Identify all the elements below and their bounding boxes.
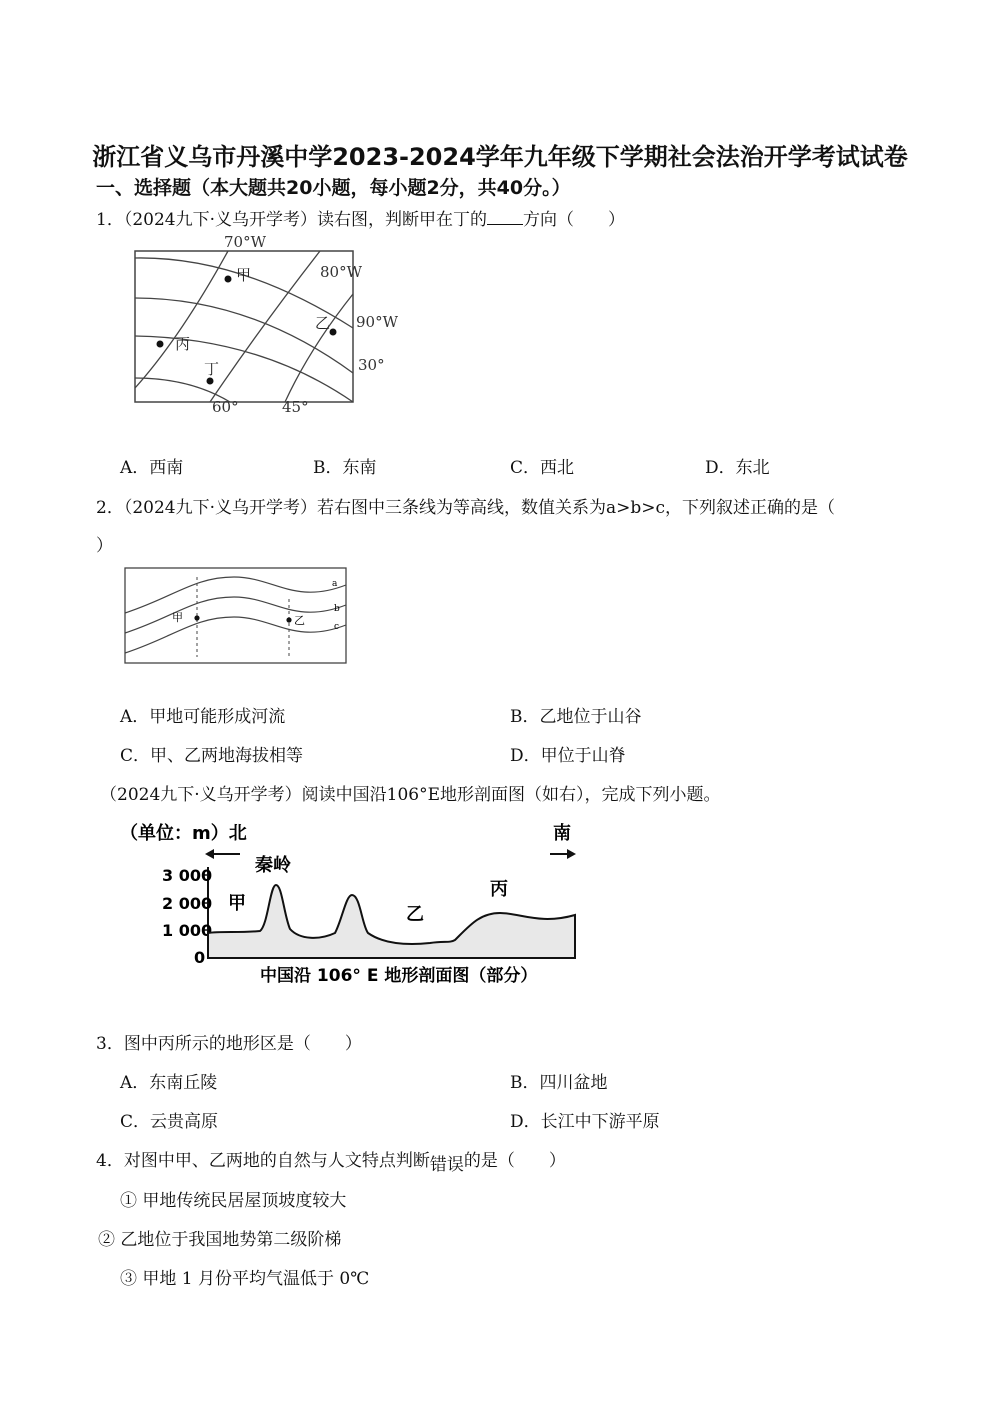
label-jia: 甲 [236, 266, 252, 284]
page-title: 浙江省义乌市丹溪中学2023-2024学年九年级下学期社会法治开学考试试卷 [92, 143, 908, 171]
q1-option-a[interactable]: A．西南 [120, 458, 184, 478]
label-a: a [332, 579, 338, 589]
reading-intro: （2024九下·义乌开学考）阅读中国沿106°E地形剖面图（如右），完成下列小题。 [100, 785, 721, 805]
q3-option-c[interactable]: C．云贵高原 [120, 1112, 219, 1132]
meridian-line [210, 251, 320, 402]
label-45: 45° [282, 398, 309, 416]
terrain-profile [208, 885, 575, 958]
tick-label-1000: 1 000 [162, 921, 213, 940]
question-2-stem-end: ） [96, 536, 113, 556]
label-c: c [334, 622, 340, 632]
profile-caption: 中国沿 106° E 地形剖面图（部分） [260, 966, 538, 986]
meridian-line [285, 294, 353, 402]
question-4-stem-before: 4．对图中甲、乙两地的自然与人文特点判断 [96, 1151, 430, 1171]
terrain-profile-figure [110, 815, 590, 995]
q1-option-d[interactable]: D．东北 [705, 458, 770, 478]
question-2-stem: 2．（2024九下·义乌开学考）若右图中三条线为等高线，数值关系为a>b>c，下列叙述正确的是（ [96, 498, 836, 518]
q3-option-b[interactable]: B．四川盆地 [510, 1073, 608, 1093]
label-ding: 丁 [204, 360, 220, 378]
question-1-stem [96, 205, 625, 230]
q3-option-a[interactable]: A．东南丘陵 [120, 1073, 218, 1093]
figure-frame [125, 568, 346, 663]
point-jia [194, 615, 199, 620]
label-30: 30° [358, 356, 385, 374]
point-jia [225, 276, 232, 283]
q2-option-c[interactable]: C．甲、乙两地海拔相等 [120, 746, 304, 766]
q1-option-c[interactable]: C．西北 [510, 458, 575, 478]
label-yi: 乙 [294, 614, 305, 627]
q4-item-1: ① 甲地传统民居屋顶坡度较大 [120, 1191, 347, 1211]
parallel-line [135, 336, 353, 402]
q4-item-2: ② 乙地位于我国地势第二级阶梯 [98, 1230, 342, 1250]
point-yi [330, 329, 337, 336]
q2-option-b[interactable]: B．乙地位于山谷 [510, 707, 642, 727]
q4-item-3: ③ 甲地 1 月份平均气温低于 0℃ [120, 1269, 370, 1289]
question-1-stem-before: 1．（2024九下·义乌开学考）读右图，判断甲在丁的 [96, 210, 487, 230]
q1-lat-lon-figure [120, 228, 430, 420]
contour-line-c [125, 617, 346, 653]
q2-contour-figure [124, 567, 348, 665]
q1-option-b[interactable]: B．东南 [313, 458, 377, 478]
profile-south: 南 [553, 823, 571, 844]
tick-label-3000: 3 000 [162, 866, 213, 885]
q2-option-a[interactable]: A．甲地可能形成河流 [120, 707, 286, 727]
answer-blank [487, 210, 523, 225]
label-yi: 乙 [315, 314, 331, 332]
label-jia: 甲 [228, 893, 246, 914]
question-1-stem-after: 方向（ ） [522, 210, 625, 230]
label-qinling: 秦岭 [255, 855, 291, 876]
label-b: b [334, 604, 340, 614]
label-bing: 丙 [490, 879, 508, 900]
tick-label-0: 0 [194, 948, 206, 967]
label-yi: 乙 [406, 904, 424, 925]
label-jia: 甲 [172, 611, 183, 624]
question-4-stem [96, 1146, 566, 1175]
label-60: 60° [212, 398, 239, 416]
section-heading: 一、选择题（本大题共20小题，每小题2分，共40分。） [96, 177, 571, 199]
label-70w: 70°W [224, 233, 267, 251]
contour-line-b [125, 597, 346, 633]
point-ding [207, 378, 214, 385]
tick-label-2000: 2 000 [162, 894, 213, 913]
north-arrow-head [205, 849, 214, 859]
point-bing [157, 341, 164, 348]
label-80w: 80°W [320, 263, 363, 281]
label-90w: 90°W [356, 313, 399, 331]
contour-line-a [125, 577, 346, 613]
point-yi [286, 617, 291, 622]
south-arrow-head [567, 849, 576, 859]
q3-option-d[interactable]: D．长江中下游平原 [510, 1112, 660, 1132]
question-4-stem-after: 的是（ ） [463, 1151, 566, 1171]
profile-unit-north: （单位：m）北 [120, 823, 247, 844]
question-4-stem-emphasis: 错误 [429, 1155, 464, 1175]
q2-option-d[interactable]: D．甲位于山脊 [510, 746, 626, 766]
question-3-stem: 3．图中丙所示的地形区是（ ） [96, 1034, 362, 1054]
label-bing: 丙 [175, 335, 191, 353]
